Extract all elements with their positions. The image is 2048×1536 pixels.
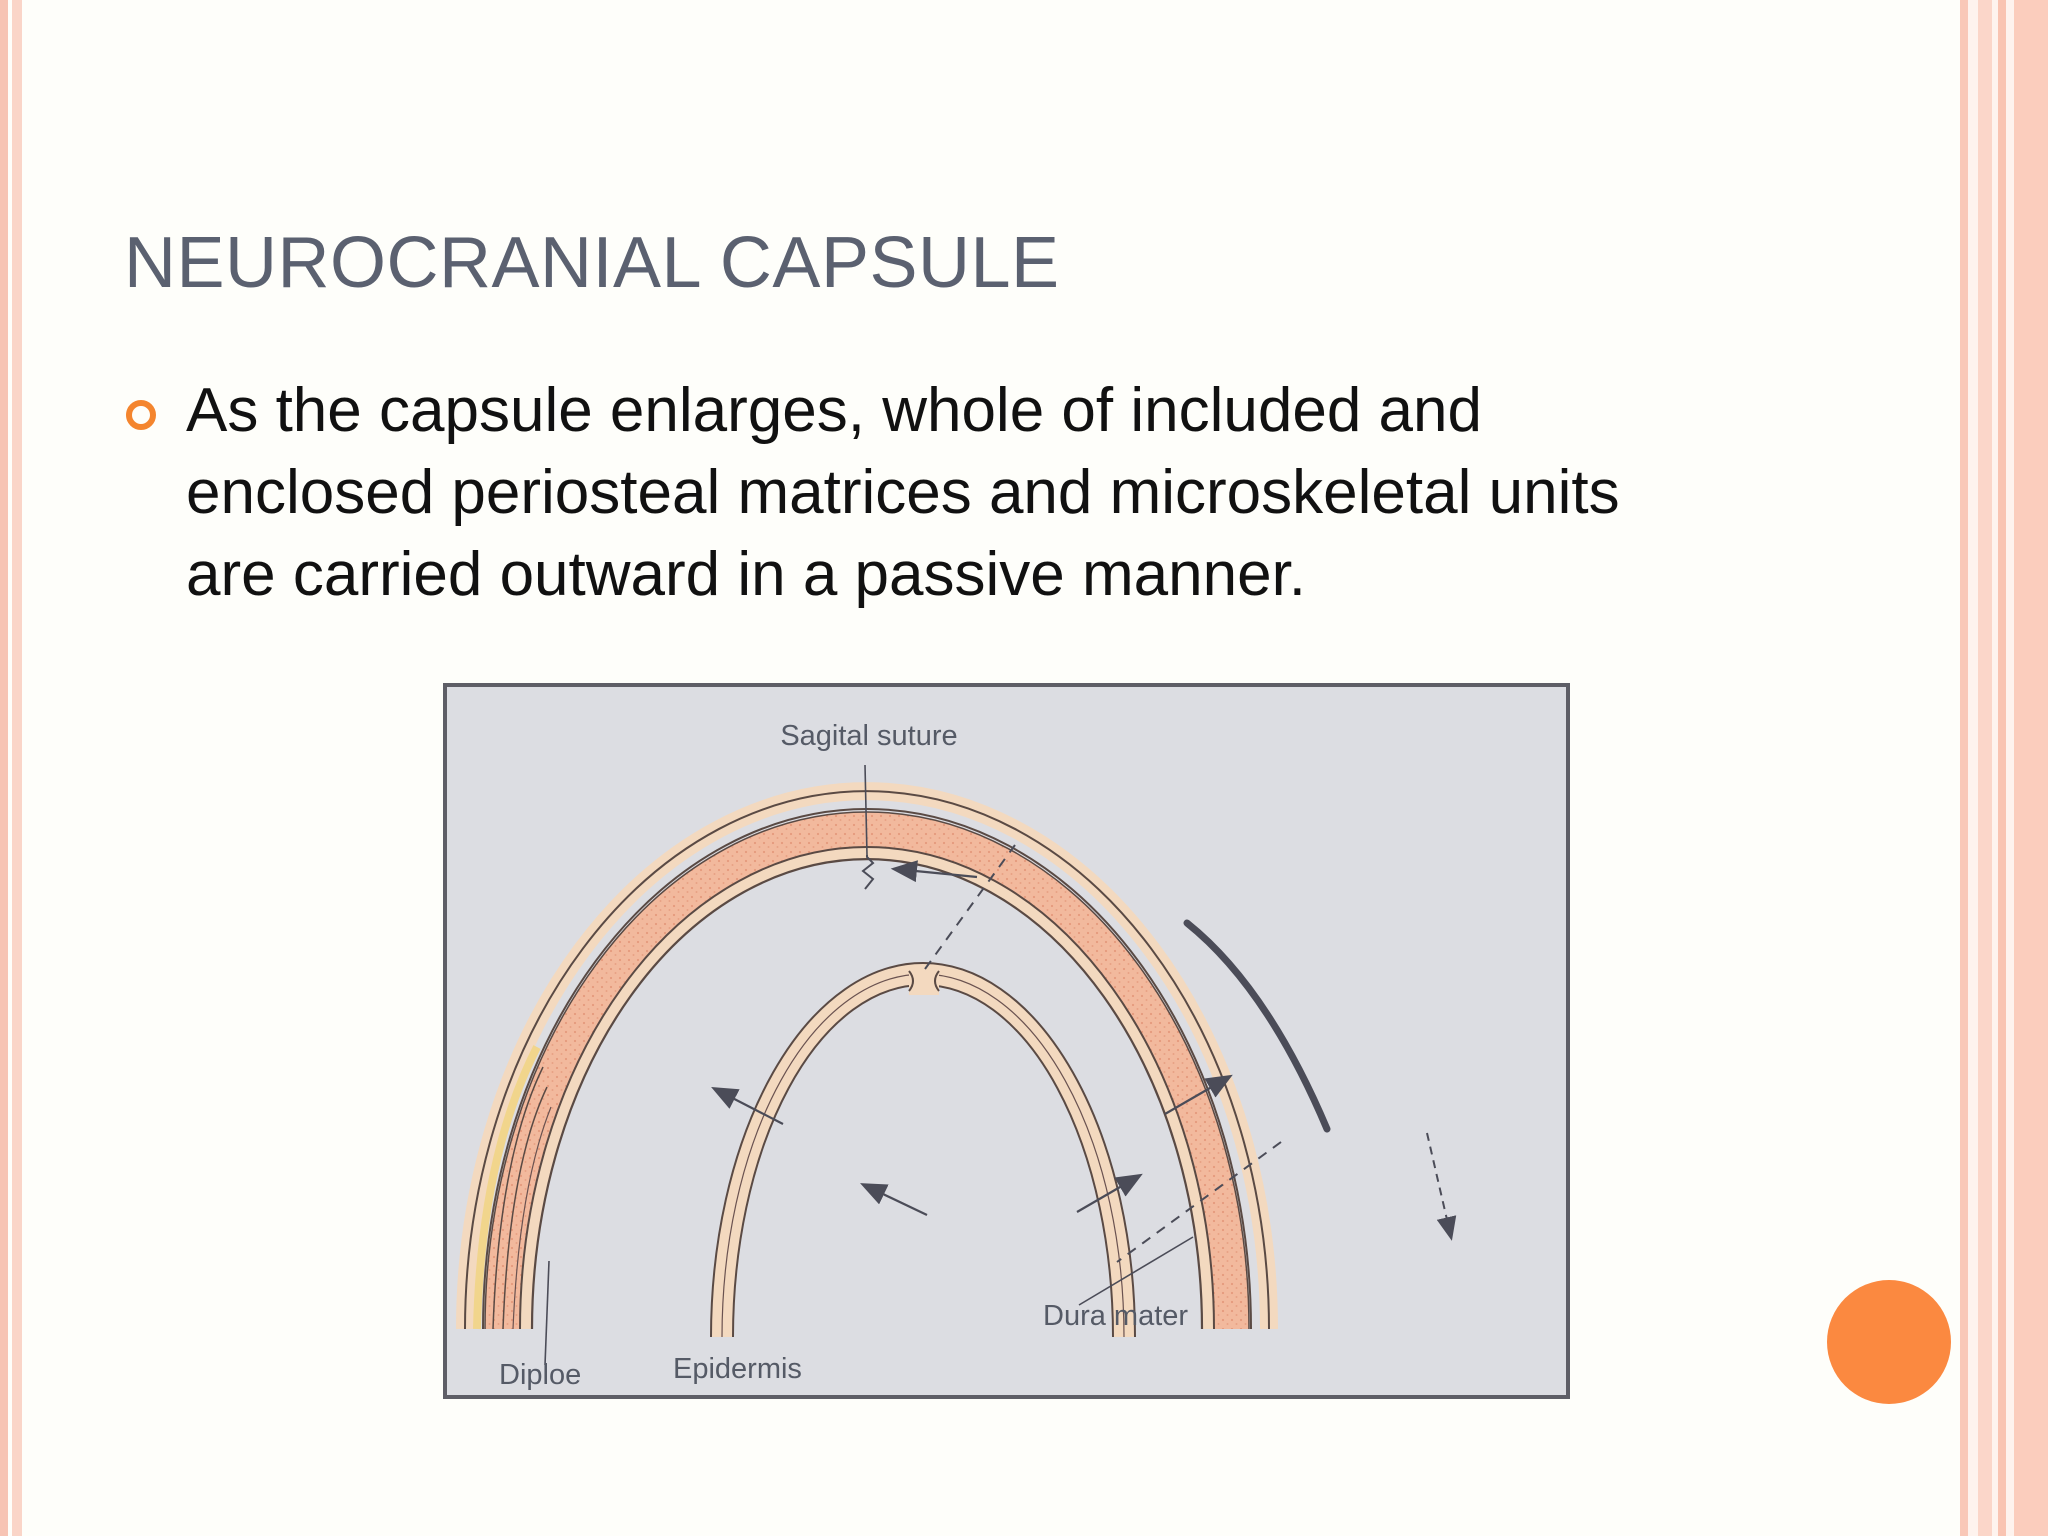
right-border-stripe xyxy=(2014,0,2048,1536)
dura-mater-label: Dura mater xyxy=(1043,1300,1189,1332)
right-border-stripe xyxy=(1960,0,1968,1536)
neurocranial-capsule-diagram xyxy=(447,687,1566,1395)
slide-title: NEUROCRANIAL CAPSULE xyxy=(124,223,1060,303)
bullet-list xyxy=(124,370,1684,616)
bullet-text: As the capsule enlarges, whole of included and enclosed periosteal matrices and microskeletal units are carried outward in a passive manner. xyxy=(186,376,1620,609)
right-border-stripe xyxy=(1978,0,1992,1536)
decorative-orange-circle xyxy=(1827,1280,1951,1404)
figure-frame xyxy=(443,683,1570,1399)
epidermis-label: Epidermis xyxy=(673,1353,802,1385)
right-border-stripe xyxy=(1998,0,2006,1536)
left-border-stripe xyxy=(0,0,8,1536)
bullet-circle-icon xyxy=(126,400,156,430)
left-border-stripe-inner xyxy=(12,0,22,1536)
diploe-label: Diploe xyxy=(499,1359,582,1391)
sagital-suture-label: Sagital suture xyxy=(780,720,958,752)
bullet-item xyxy=(124,370,1684,616)
figure-background xyxy=(447,687,1566,1395)
